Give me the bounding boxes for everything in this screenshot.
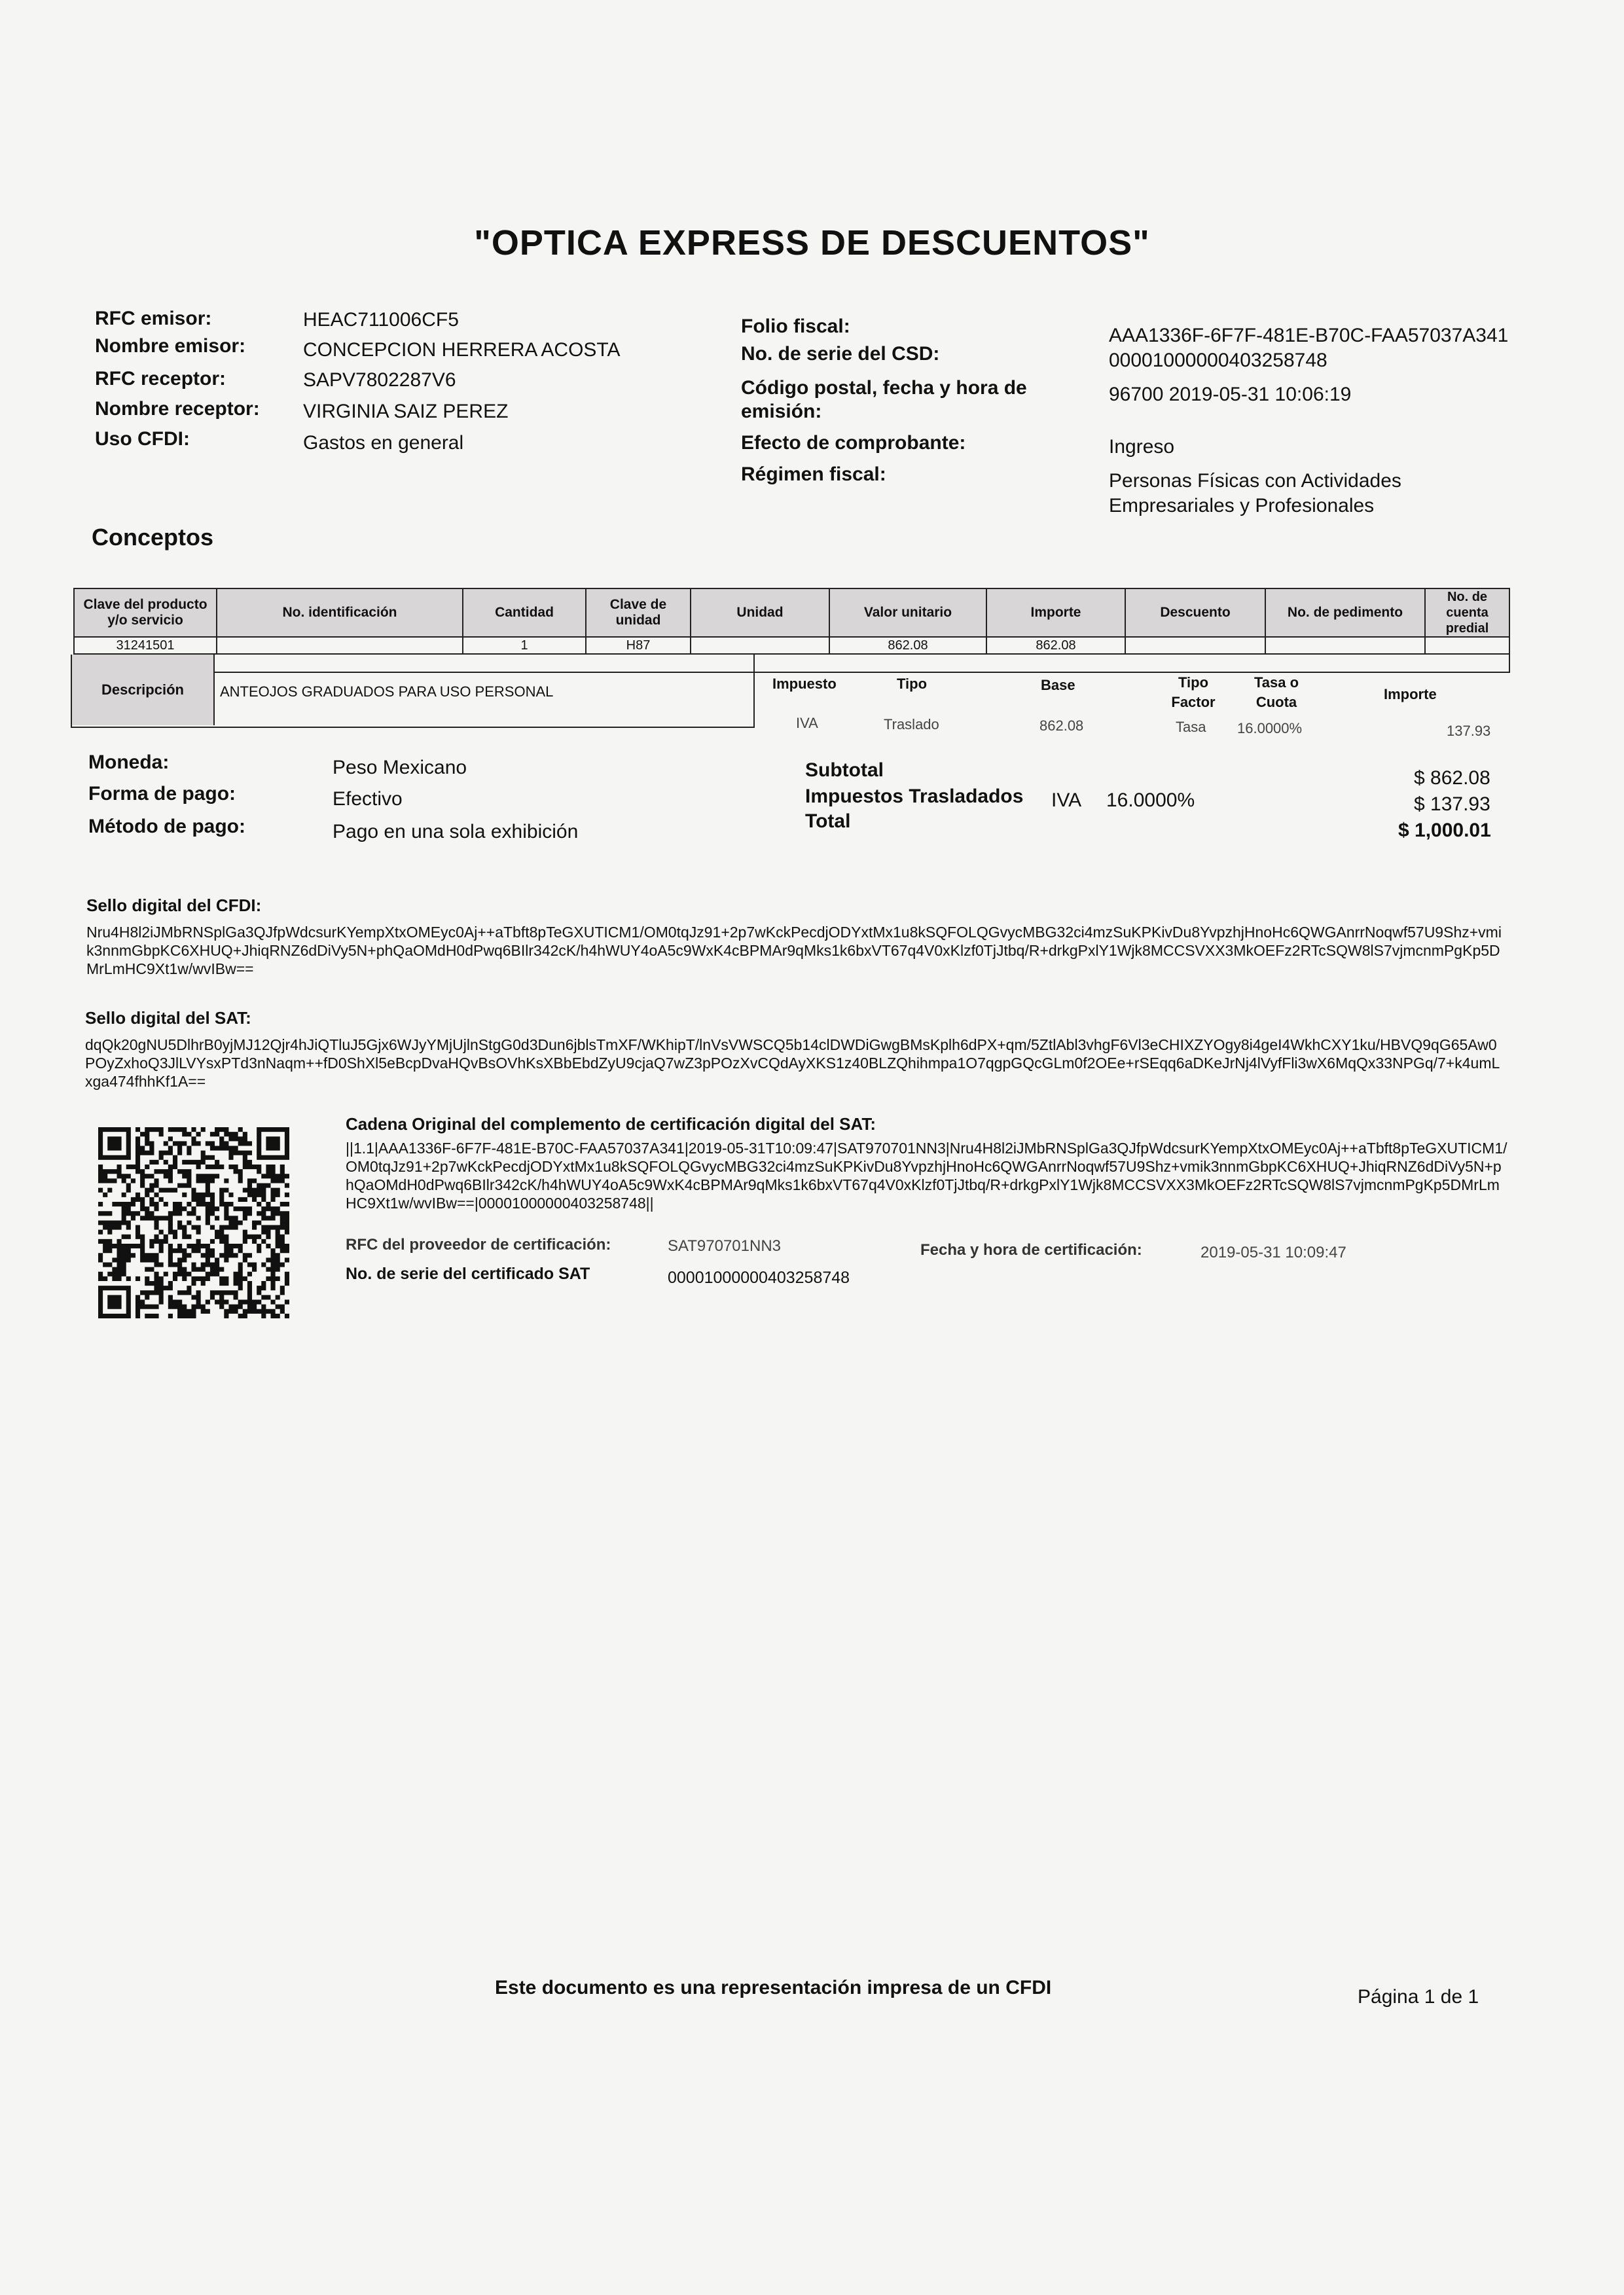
regimen-value-2: Empresariales y Profesionales — [1109, 495, 1375, 516]
sello-cfdi-value: Nru4H8l2iJMbRNSplGa3QJfpWdcsurKYempXtxOMEyc0Aj++aTbft8pTeGXUTICM1/OM0tqJz91+2p7wKckPecdjODYxtMx1u8kSQFOLQGvycMBG32ci4mzSuKPKivDu8YvpzhjHnoHc6QWGAnrrNoqwf57U9Shz+vmik3nnmGbpKC6XHUQ+JhiqRNZ6dDiVy5N+phQaOMdH0dPwq6BIlr342cK/h4hWUY4oA5c9WxK4cBPMAr9qMks1k6bxVT67q4V0xKlzf0TjJtbq/R+drkgPxlY1Wjk8MCCSVXX3MkOEFz2RTcSQW8lS7vjmcnmPgKp5DMrLmHC9Xt1w/wvIBw== — [86, 924, 1502, 977]
tax-h-tasa-1: Tasa o — [1254, 674, 1299, 691]
tax-h-tipo: Tipo — [897, 676, 928, 692]
descripcion-value: ANTEOJOS GRADUADOS PARA USO PERSONAL — [220, 683, 554, 700]
metodo-pago-label: Método de pago: — [88, 816, 245, 837]
moneda-value: Peso Mexicano — [333, 757, 467, 778]
th-unidad: Unidad — [691, 589, 830, 636]
page-number: Página 1 de 1 — [1358, 1986, 1479, 2008]
th-no-identificacion: No. identificación — [217, 589, 463, 636]
regimen-value-1: Personas Físicas con Actividades — [1109, 470, 1401, 492]
rfc-proveedor-value: SAT970701NN3 — [668, 1237, 781, 1255]
footer-text: Este documento es una representación impresa de un CFDI — [495, 1977, 1052, 1998]
tax-v-base: 862.08 — [1039, 717, 1084, 734]
tax-h-tasa-2: Cuota — [1255, 694, 1297, 710]
serie-sat-label: No. de serie del certificado SAT — [346, 1265, 590, 1283]
cadena-label: Cadena Original del complemento de certificación digital del SAT: — [346, 1114, 876, 1134]
td-pedimento — [1266, 638, 1426, 653]
tax-v-importe: 137.93 — [1447, 723, 1491, 739]
fecha-certificacion-value: 2019-05-31 10:09:47 — [1200, 1244, 1346, 1261]
subtotal-label: Subtotal — [805, 759, 884, 781]
nombre-emisor-label: Nombre emisor: — [95, 335, 246, 357]
tax-h-tipo-factor — [1164, 673, 1223, 712]
efecto-value: Ingreso — [1109, 436, 1175, 458]
td-no-identificacion — [217, 638, 463, 653]
td-clave-unidad: H87 — [586, 638, 691, 653]
th-clave-unidad: Clave de unidad — [586, 589, 691, 636]
fiscal-block — [741, 316, 1526, 525]
qr-code-icon — [98, 1127, 289, 1318]
td-clave-producto: 31241501 — [75, 638, 217, 653]
tax-v-tasa: 16.0000% — [1237, 720, 1303, 736]
efecto-label: Efecto de comprobante: — [741, 432, 966, 454]
th-valor-unitario: Valor unitario — [830, 589, 987, 636]
serie-sat-value: 00001000000403258748 — [668, 1269, 850, 1287]
uso-cfdi-label: Uso CFDI: — [95, 428, 190, 450]
rfc-receptor-label: RFC receptor: — [95, 368, 226, 389]
moneda-label: Moneda: — [88, 751, 170, 773]
nombre-receptor-label: Nombre receptor: — [95, 398, 260, 420]
rfc-emisor-value: HEAC711006CF5 — [303, 309, 459, 331]
tax-h-tasa — [1244, 673, 1309, 712]
tax-v-tipo-factor: Tasa — [1176, 719, 1206, 735]
tax-h-impuesto: Impuesto — [772, 676, 837, 692]
tax-v-tipo: Traslado — [884, 716, 939, 732]
forma-pago-label: Forma de pago: — [88, 783, 236, 804]
tax-h-tipo-factor-1: Tipo — [1178, 674, 1209, 691]
regimen-label: Régimen fiscal: — [741, 463, 886, 485]
tax-v-impuesto: IVA — [796, 715, 818, 731]
codigo-postal-label-1: Código postal, fecha y hora de — [741, 377, 1027, 399]
fecha-certificacion-label: Fecha y hora de certificación: — [920, 1241, 1142, 1259]
th-clave-producto: Clave del producto y/o servicio — [75, 589, 217, 636]
impuestos-tipo: IVA — [1051, 789, 1082, 811]
impuestos-trasladados-label: Impuestos Trasladados — [805, 786, 1024, 807]
td-valor-unitario: 862.08 — [830, 638, 987, 653]
tax-h-tipo-factor-2: Factor — [1171, 694, 1216, 710]
forma-pago-value: Efectivo — [333, 788, 403, 810]
th-cantidad: Cantidad — [463, 589, 586, 636]
td-cuenta-predial — [1426, 638, 1509, 653]
impuestos-value: $ 137.93 — [1414, 793, 1490, 815]
nombre-receptor-value: VIRGINIA SAIZ PEREZ — [303, 401, 509, 422]
document-title: "OPTICA EXPRESS DE DESCUENTOS" — [474, 223, 1150, 262]
td-descuento — [1126, 638, 1266, 653]
folio-fiscal-label: Folio fiscal: — [741, 316, 850, 337]
descripcion-row — [71, 655, 755, 728]
total-label: Total — [805, 810, 851, 832]
tax-h-importe: Importe — [1384, 686, 1437, 702]
metodo-pago-value: Pago en una sola exhibición — [333, 821, 579, 842]
rfc-proveedor-label: RFC del proveedor de certificación: — [346, 1236, 611, 1254]
descripcion-label: Descripción — [72, 655, 215, 725]
subtotal-value: $ 862.08 — [1414, 767, 1490, 789]
rfc-emisor-label: RFC emisor: — [95, 308, 212, 329]
th-descuento: Descuento — [1126, 589, 1266, 636]
th-pedimento: No. de pedimento — [1266, 589, 1426, 636]
sello-cfdi-label: Sello digital del CFDI: — [86, 895, 262, 915]
tax-h-base: Base — [1041, 677, 1075, 693]
cadena-value: ||1.1|AAA1336F-6F7F-481E-B70C-FAA57037A341|2019-05-31T10:09:47|SAT970701NN3|Nru4H8l2iJMbRNSplGa3QJfpWdcsurKYempXtxOMEyc0Aj++aTbft8pTeGXUTICM1/OM0tqJz91+2p7wKckPecdjODYxtMx1u8kSQFOLQGvycMBG32ci4mzSuKPKivDu8YvpzhjHnoHc6QWGAnrrNoqwf57U9Shz+vmik3nnmGbpKC6XHUQ+JhiqRNZ6dDiVy5N+phQaOMdH0dPwq6BIlr342cK/h4hWUY4oA5c9WxK4cBPMAr9qMks1k6bxVT67q4V0xKlzf0TjJtbq/R+drkgPxlY1Wjk8MCCSVXX3MkOEFz2RTcSQW8lS7vjmcnmPgKp5DMrLmHC9Xt1w/wvIBw==|00001000000403258748|| — [346, 1140, 1507, 1212]
nombre-emisor-value: CONCEPCION HERRERA ACOSTA — [303, 339, 621, 361]
impuestos-tasa: 16.0000% — [1106, 789, 1195, 811]
td-importe: 862.08 — [987, 638, 1126, 653]
sello-sat-label: Sello digital del SAT: — [85, 1008, 251, 1028]
total-value: $ 1,000.01 — [1398, 820, 1491, 841]
codigo-postal-label-2: emisión: — [741, 401, 822, 422]
uso-cfdi-value: Gastos en general — [303, 432, 464, 454]
conceptos-heading: Conceptos — [92, 524, 214, 551]
serie-csd-value: 00001000000403258748 — [1109, 350, 1327, 371]
th-importe: Importe — [987, 589, 1126, 636]
td-cantidad: 1 — [463, 638, 586, 653]
sello-sat-value: dqQk20gNU5DlhrB0yjMJ12Qjr4hJiQTluJ5Gjx6WJyYMjUjlnStgG0d3Dun6jblsTmXF/WKhipT/lnVsVWSCQ5b14clDWDiGwgBMsKplh6dPX+qm/5ZtlAbl3vhgF6Vl3eCHIXZYOgy8i4geI4WkhCXY1ku/HBVQ9qG65Aw0POyZxhoQ3JlLVYsxPTd3nNaqm++fD0ShXl5eBcpDvaHQvBsOVhKsXBbEbdZyU9cjaQ7wZ3pPOzXvCQdAyXKS1z40BLZQhihmpa1O7qgpGQcGLm0f2OEe+rSEqq6aDKeJrNj4lVyfFli3wX6MqQx33NPGq/7+k4umLxga474fhhKf1A== — [85, 1036, 1500, 1090]
folio-fiscal-value: AAA1336F-6F7F-481E-B70C-FAA57037A341 — [1109, 325, 1509, 346]
tax-table — [759, 674, 1506, 740]
serie-csd-label: No. de serie del CSD: — [741, 343, 940, 365]
th-cuenta-predial: No. de cuenta predial — [1426, 589, 1509, 636]
rfc-receptor-value: SAPV7802287V6 — [303, 369, 456, 391]
codigo-postal-value: 96700 2019-05-31 10:06:19 — [1109, 384, 1352, 405]
qr-code — [98, 1127, 289, 1318]
td-unidad — [691, 638, 830, 653]
